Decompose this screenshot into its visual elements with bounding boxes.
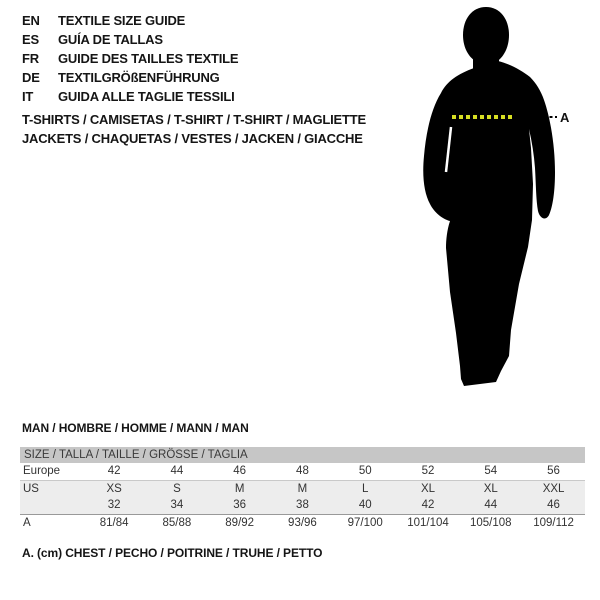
size-cell: 105/108 bbox=[469, 516, 512, 529]
language-code: DE bbox=[22, 70, 40, 85]
table-row-chest bbox=[20, 514, 585, 531]
size-cell: 42 bbox=[397, 497, 460, 514]
category-jackets: JACKETS / CHAQUETAS / VESTES / JACKEN / GIACCHE bbox=[22, 131, 363, 146]
row-label bbox=[20, 497, 83, 514]
size-cell: 38 bbox=[271, 497, 334, 514]
size-cell: 42 bbox=[83, 463, 146, 480]
row-label: A bbox=[23, 516, 31, 529]
language-row-en bbox=[22, 11, 238, 30]
size-table-header-row bbox=[20, 447, 585, 463]
size-cell: 97/100 bbox=[347, 516, 383, 529]
size-cell: 93/96 bbox=[288, 516, 317, 529]
row-label: US bbox=[20, 480, 83, 497]
size-table-header: SIZE / TALLA / TAILLE / GRÖSSE / TAGLIA bbox=[20, 447, 585, 463]
measurement-footnote: A. (cm) CHEST / PECHO / POITRINE / TRUHE / PETTO bbox=[22, 546, 323, 560]
gender-heading: MAN / HOMBRE / HOMME / MANN / MAN bbox=[22, 421, 249, 435]
category-tshirts: T-SHIRTS / CAMISETAS / T-SHIRT / T-SHIRT / MAGLIETTE bbox=[22, 112, 366, 127]
table-row-us bbox=[20, 480, 585, 497]
size-table bbox=[20, 447, 585, 531]
size-cell: M bbox=[208, 480, 271, 497]
size-cell: 50 bbox=[334, 463, 397, 480]
language-row-de bbox=[22, 68, 238, 87]
size-cell: XL bbox=[459, 480, 522, 497]
size-cell: 101/104 bbox=[407, 516, 449, 529]
size-cell: 54 bbox=[459, 463, 522, 480]
language-title: GUIDE DES TAILLES TEXTILE bbox=[58, 51, 239, 66]
size-cell: 46 bbox=[208, 463, 271, 480]
language-code: ES bbox=[22, 32, 39, 47]
table-row-numeric bbox=[20, 497, 585, 514]
language-title: TEXTILGRÖßENFÜHRUNG bbox=[58, 70, 220, 85]
size-cell: L bbox=[334, 480, 397, 497]
table-row-europe bbox=[20, 463, 585, 480]
size-cell: 46 bbox=[522, 497, 585, 514]
size-cell: M bbox=[271, 480, 334, 497]
language-row-fr bbox=[22, 49, 238, 68]
size-cell: 40 bbox=[334, 497, 397, 514]
language-code: IT bbox=[22, 89, 34, 104]
size-cell: XS bbox=[83, 480, 146, 497]
size-table-container bbox=[20, 447, 585, 531]
size-cell: 109/112 bbox=[533, 516, 574, 529]
row-label: Europe bbox=[20, 463, 83, 480]
language-title: GUÍA DE TALLAS bbox=[58, 32, 163, 47]
language-row-it bbox=[22, 87, 238, 106]
man-silhouette-neck bbox=[473, 50, 499, 74]
size-cell: 85/88 bbox=[162, 516, 192, 529]
size-cell: S bbox=[146, 480, 209, 497]
language-title: GUIDA ALLE TAGLIE TESSILI bbox=[58, 89, 235, 104]
size-cell: XXL bbox=[522, 480, 585, 497]
language-list bbox=[22, 11, 238, 106]
size-cell: 32 bbox=[83, 497, 146, 514]
left-armpit-gap bbox=[446, 127, 451, 172]
size-cell: 34 bbox=[146, 497, 209, 514]
size-cell: 48 bbox=[271, 463, 334, 480]
language-title: TEXTILE SIZE GUIDE bbox=[58, 13, 186, 28]
language-row-es bbox=[22, 30, 238, 49]
size-cell: XL bbox=[397, 480, 460, 497]
language-code: EN bbox=[22, 13, 40, 28]
size-cell: 44 bbox=[146, 463, 209, 480]
size-cell: 36 bbox=[208, 497, 271, 514]
size-cell: 44 bbox=[459, 497, 522, 514]
size-cell: 89/92 bbox=[225, 516, 255, 529]
size-cell: 56 bbox=[522, 463, 585, 480]
man-silhouette-head bbox=[463, 7, 509, 62]
size-cell: 52 bbox=[397, 463, 460, 480]
man-silhouette-body bbox=[423, 61, 555, 386]
garment-categories bbox=[22, 110, 366, 148]
size-cell: 81/84 bbox=[99, 516, 129, 529]
measure-label-a: A bbox=[560, 110, 570, 125]
language-code: FR bbox=[22, 51, 39, 66]
